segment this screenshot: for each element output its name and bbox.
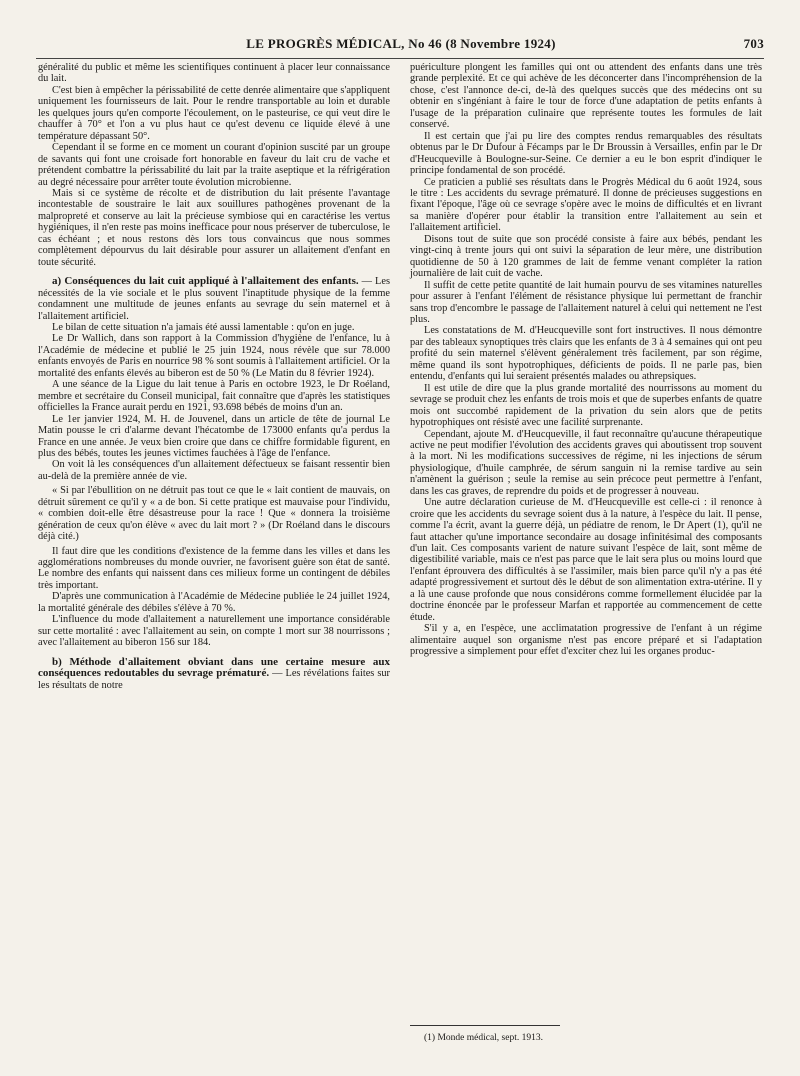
section-a-title: a) Conséquences du lait cuit appliqué à l'allaitement des enfants. <box>52 275 359 288</box>
paragraph: généralité du public et même les scientifiques continuent à placer leur connaissance du lait. <box>38 62 390 85</box>
left-column <box>38 62 390 691</box>
paragraph: Disons tout de suite que son procédé consiste à faire aux bébés, pendant les vingt-cinq à trente jours qui ont suivi la séparation de leur mère, une distribution quotidienne de 50 à 120 grammes de lait de femme venant compléter la ration journalière de lait cuit de vache. <box>410 233 762 280</box>
paragraph: Les constatations de M. d'Heucqueville sont fort instructives. Il nous démontre par des tableaux synoptiques très clairs que les enfants de 3 à 4 semaines qui ont peu profité du sein maternel s'élèvent généralement très facilement, par son régime, même quand ils sont hypotrophiques, déficients de poids. Il ne parle pas, bien entendu, d'enfants qui lui seraient présentés malades ou athrepsiques. <box>410 325 762 383</box>
paragraph: Le 1er janvier 1924, M. H. de Jouvenel, dans un article de tête de journal Le Matin pousse le cri d'alarme devant l'hécatombe de 173000 enfants qu'a perdus la France en une année. Je veux bien croire que dans ce chiffre formidable figurent, en plus des bébés, toutes les jeunes victimes fauchées à l'âge de l'enfance. <box>38 413 390 459</box>
paragraph: Le Dr Wallich, dans son rapport à la Commission d'hygiène de l'enfance, lu à l'Académie de médecine et publié le 25 juin 1924, nous révèle que sur 78.000 enfants envoyés de Paris en nourrice 98 % sont soumis à l'allaitement artificiel. Or la mortalité des enfants élevés au biberon est de 50 % (Le Matin du 8 février 1924). <box>38 333 390 379</box>
section-b-title: b) Méthode d'allaitement obviant dans une certaine mesure aux conséquences redoutables du sevrage prématuré. <box>38 655 390 680</box>
paragraph: Cependant il se forme en ce moment un courant d'opinion suscité par un groupe de savants qui font une croisade fort honorable en faveur du lait cru de vache et prétendent combattre la périssabilité du lait par la traite aseptique et la réfrigération au degré nécessaire pour arrêter toute évolution microbienne. <box>38 142 390 188</box>
footnote-rule <box>410 1025 560 1026</box>
running-title: LE PROGRÈS MÉDICAL, No 46 (8 Novembre 1924) <box>246 36 556 51</box>
paragraph: Le bilan de cette situation n'a jamais été aussi lamentable : qu'on en juge. <box>52 321 355 333</box>
paragraph-text: — Les nécessités de la vie sociale et le plus souvent l'inaptitude physique de la femme condamnent une multitude de jeunes enfants au sevrage du sein maternel et à l'allaitement artificiel. <box>38 276 390 322</box>
paragraph: puériculture plongent les familles qui ont ou attendent des enfants dans une très grande perplexité. Et ce qui achève de les déconcerter dans l'incompréhension de la chose, c'est l'annonce de-ci, de-là des quelques succès que des médecins ont su obtenir en s'ingéniant à faire le tour de force d'une adaptation de petits enfants à l'usage de la préparation culinaire que représente toutes les formules de lait conservé. <box>410 62 762 131</box>
paragraph: A une séance de la Ligue du lait tenue à Paris en octobre 1923, le Dr Roéland, membre et secrétaire du Conseil municipal, fait connaître que d'après les statistiques officielles la France aurait perdu en 1921, 93.698 bébés de moins d'un an. <box>38 379 390 414</box>
paragraph-text: — Les révélations faites sur les résultats de notre <box>38 668 390 691</box>
section-a-paragraph <box>38 276 390 322</box>
paragraph: On voit là les conséquences d'un allaitement défectueux se faisant ressentir bien au-delà de la première année de vie. <box>38 459 390 482</box>
page-header <box>38 36 764 56</box>
paragraph: Mais si ce système de récolte et de distribution du lait présente l'avantage incontestable de soustraire le lait aux souillures pathogènes provenant de la malpropreté et conserve au lait la précieuse symbiose qui en caractérise les vertus hygiéniques, il n'en reste pas moins inefficace pour nous préserver de tuberculose, le cas échéant ; et nous restons dès lors tous convaincus que nous sommes complètement dépourvus du lait désirable pour assurer un allaitement d'enfant en toute sécurité. <box>38 187 390 268</box>
paragraph: Il est utile de dire que la plus grande mortalité des nourrissons au moment du sevrage se produit chez les enfants de trois mois et que de superbes enfants de quatre mois ont succombé rapidement de la privation du sein alors que de petits hypotrophiques ont résisté avec une facilité surprenante. <box>410 382 762 429</box>
paragraph: Ce praticien a publié ses résultats dans le Progrès Médical du 6 août 1924, sous le titre : Les accidents du sevrage prématuré. Il donne de précieuses suggestions en fixant l'époque, l'âge où ce sevrage s'opère avec le moins de difficultés et en livrant sa manière d'opérer pour établir la transition entre l'allaitement au sein et l'allaitement artificiel. <box>410 176 762 234</box>
paragraph: Une autre déclaration curieuse de M. d'Heucqueville est celle-ci : il renonce à croire que les accidents du sevrage soient dus à la nature, à l'espèce du lait. Il pense, comme l'a écrit, avant la guerre déjà, un pédiatre de renom, le Dr Apert (1), qu'il ne faut attacher qu'une importance secondaire au dosage infinitésimal des composants d'un lait. Ces composants varient de nature suivant l'espèce de lait, sont même de digestibilité variable, mais ce n'est pas parce que le lait sera plus ou moins lourd que l'enfant éprouvera des difficultés à se l'assimiler, mais bien parce qu'il n'y a pas été adapté progressivement et surtout dès le début de son alimentation extra-utérine. Il y a là une cause profonde que nous considérons comme formellement élucidée par la doctrine énoncée par le professeur Marfan et rapportée au commencement de cette étude. <box>410 497 762 623</box>
paragraph: D'après une communication à l'Académie de Médecine publiée le 24 juillet 1924, la mortalité générale des débiles s'élève à 70 %. <box>38 591 390 614</box>
footnote: (1) Monde médical, sept. 1913. <box>424 1033 543 1043</box>
paragraph: Il est certain que j'ai pu lire des comptes rendus remarquables des résultats obtenus par le Dr Dufour à Fécamps par le Dr Broussin à Versailles, enfin par le Dr d'Heucqueville à Boulogne-sur-Seine. Ce dernier a eu le bon esprit d'indiquer le principe fondamental de son procédé. <box>410 130 762 177</box>
quotation: « Si par l'ébullition on ne détruit pas tout ce que le « lait contient de mauvais, on détruit sûrement ce qu'il y « a de bon. Si cette pratique est mauvaise pour l'individu, « combien doit-elle être désastreuse pour la race ! Que « donnera la troisième génération de ceux qu'on élève « avec du lait mort ? » (Dr Roéland dans le discours déjà cité.) <box>38 485 390 543</box>
right-column <box>410 62 762 658</box>
paragraph: S'il y a, en l'espèce, une acclimatation progressive de l'enfant à un régime alimentaire auquel son organisme n'est pas encore préparé et si l'adaptation progressive a simplement pour effet d'exciter chez lui les organes produc- <box>410 623 762 658</box>
section-b-paragraph <box>38 657 390 691</box>
paragraph: C'est bien à empêcher la périssabilité de cette denrée alimentaire que s'appliquent uniquement les fournisseurs de lait. Pour le rendre transportable au loin et durable les quelques jours qu'en comporte l'écoulement, on le pasteurise, ce qui veut dire le chauffer à 70° et l'on a vu plus haut ce qu'est devenu ce liquide élevé à une température dépassant 50°. <box>38 84 390 142</box>
page-number: 703 <box>743 36 764 51</box>
paragraph: Il suffit de cette petite quantité de lait humain pourvu de ses vitamines naturelles pour assurer à l'enfant l'élément de résistance physique lui permettant de franchir sans trop d'encombre le passage de l'allaitement naturel à celui qui nettement ne l'est plus. <box>410 279 762 325</box>
paragraph: Cependant, ajoute M. d'Heucqueville, il faut reconnaître qu'aucune thérapeutique active ne peut modifier l'évolution des accidents graves qui aboutissent trop souvent à la mort. Ni les modifications successives de régime, ni les injections de sérum physiologique, d'huile camphrée, de sérum sanguin ni la remise tardive au sein n'amènent la guérison ; seule la remise au sein précoce peut permettre à l'enfant, dans les cas graves, de reprendre du poids et de progresser à nouveau. <box>410 428 762 497</box>
paragraph: Il faut dire que les conditions d'existence de la femme dans les villes et dans les agglomérations nombreuses du monde ouvrier, ne favorisent guère son état de santé. Le nombre des enfants qui naissent dans ces milieux forme un contingent de débiles très important. <box>38 545 390 591</box>
header-rule <box>36 58 764 59</box>
paragraph: L'influence du mode d'allaitement a naturellement une importance considérable sur cette mortalité : avec l'allaitement au sein, on compte 1 mort sur 38 nourrissons ; avec l'allaitement au biberon 156 sur 184. <box>38 614 390 649</box>
